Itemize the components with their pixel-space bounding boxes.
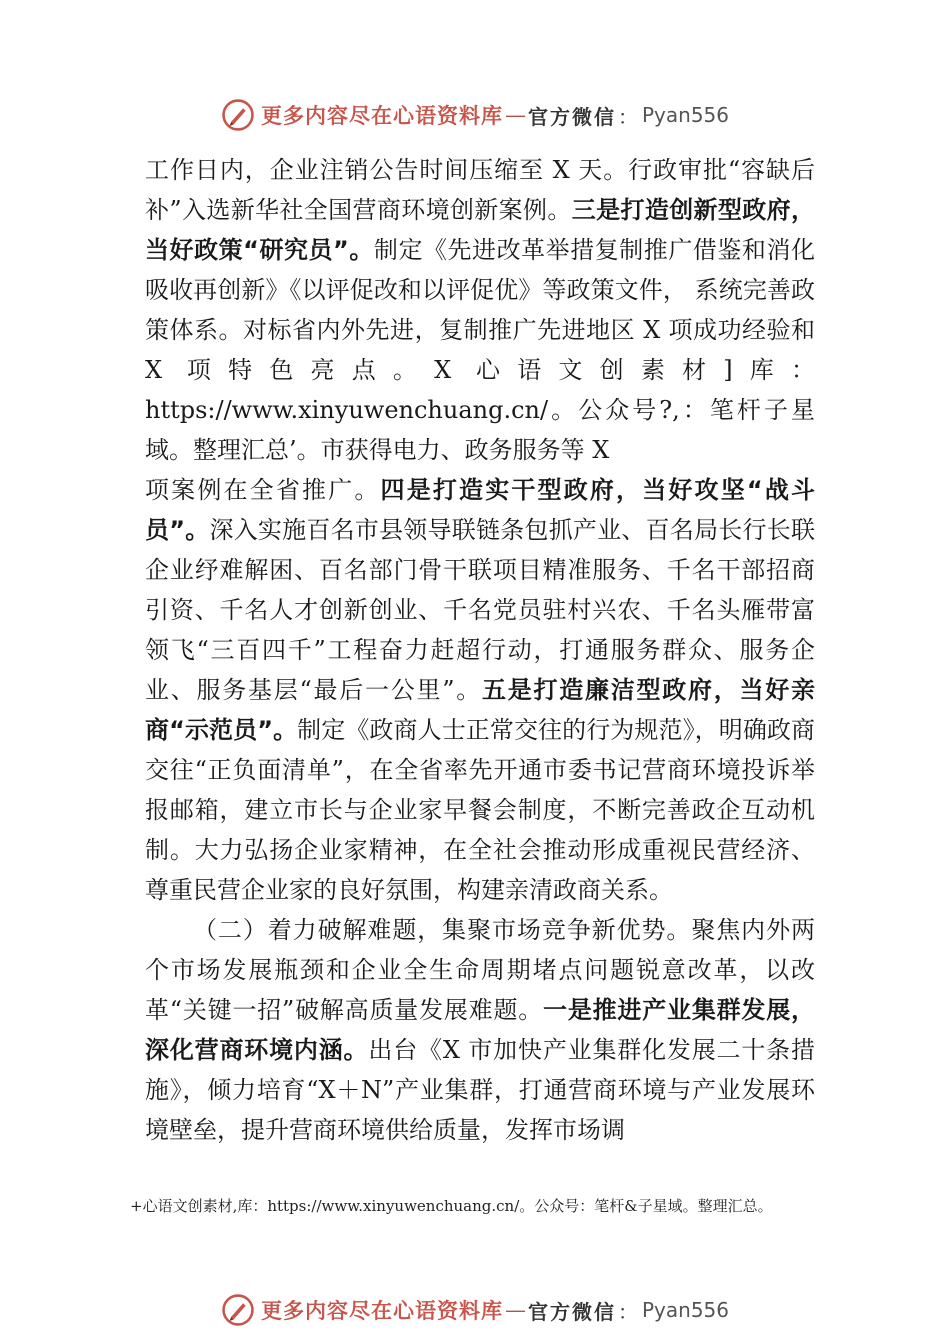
bold-heading-4: 四是打造实干型政府，当好攻坚“战斗员”。 — [145, 476, 816, 544]
banner-brand: 更多内容尽在心语资料库 — [260, 1298, 503, 1323]
bold-heading-3: 三是打造创新型政府，当好政策“研究员”。 — [145, 196, 815, 264]
bold-heading-1: 一是推进产业集群发展，深化营商环境内涵。 — [145, 996, 815, 1064]
text-segment: 项案例在全省推广。 — [145, 476, 381, 504]
banner-brand: 更多内容尽在心语资料库 — [260, 103, 503, 128]
document-body — [145, 150, 815, 1150]
banner-dash: — — [504, 1298, 526, 1322]
banner-dash: — — [504, 103, 526, 127]
pen-logo-icon — [221, 98, 255, 132]
text-segment: 深入实施百名市县领导联链条包抓产业、百名局长行长联企业纾难解困、百名部门骨干联项目精准服务、千名干部招商引资、千名人才创新创业、千名党员驻村兴农、千名头雁带富领飞“三百四千”工程奋力赶超行动，打通服务群众、服务企业、服务基层“最后一公里”。 — [145, 516, 815, 704]
footer-note: +心语文创素材,库：https://www.xinyuwenchuang.cn/。公众号：笔杆&子星域。整理汇总。 — [130, 1197, 773, 1215]
text-segment: 工作日内，企业注销公告时间压缩至 X 天。行政审批“容缺后补”入选新华社全国营商环境创新案例。 — [145, 156, 815, 224]
banner-colon: ： — [617, 104, 638, 129]
text-segment: 出台《X 市加快产业集群化发展二十条措施》，倾力培育“X＋N”产业集群，打通营商环境与产业发展环境壁垒，提升营商环境供给质量，发挥市场调 — [145, 1036, 816, 1144]
paragraph-2 — [145, 470, 815, 910]
pen-logo-icon — [221, 1293, 255, 1327]
paragraph-1 — [145, 150, 815, 470]
paragraph-3 — [145, 910, 815, 1150]
text-segment: （二）着力破解难题，集聚市场竞争新优势。聚焦内外两个市场发展瓶颈和企业全生命周期堵点问题锐意改革，以改革“关键一招”破解高质量发展难题。 — [145, 916, 815, 1024]
bold-heading-5: 五是打造廉洁型政府，当好亲商“示范员”。 — [145, 676, 815, 744]
text-segment: 制定《先进改革举措复制推广借鉴和消化吸收再创新》《以评促改和以评促优》等政策文件， 系统完善政策体系。对标省内外先进，复制推广先进地区 X 项成功经验和X 项特色亮点。X 心语文创素材]库：https://www.xinyuwenchuang.cn/。公众号?,：笔杆子星域。整理汇总’。市获得电力、政务服务等 X — [145, 236, 816, 464]
banner-wechat-id: Pyan556 — [641, 1298, 729, 1322]
footer-banner — [0, 1290, 950, 1330]
text-segment: 制定《政商人士正常交往的行为规范》，明确政商交往“正负面清单”，在全省率先开通市委书记营商环境投诉举报邮箱，建立市长与企业家早餐会制度，不断完善政企互动机制。大力弘扬企业家精神，在全社会推动形成重视民营经济、尊重民营企业家的良好氛围，构建亲清政商关系。 — [145, 716, 816, 904]
banner-official-label: 官方微信 — [527, 104, 616, 129]
banner-official-label: 官方微信 — [527, 1299, 616, 1324]
banner-wechat-id: Pyan556 — [641, 103, 729, 127]
banner-colon: ： — [617, 1299, 638, 1324]
header-banner — [0, 95, 950, 135]
